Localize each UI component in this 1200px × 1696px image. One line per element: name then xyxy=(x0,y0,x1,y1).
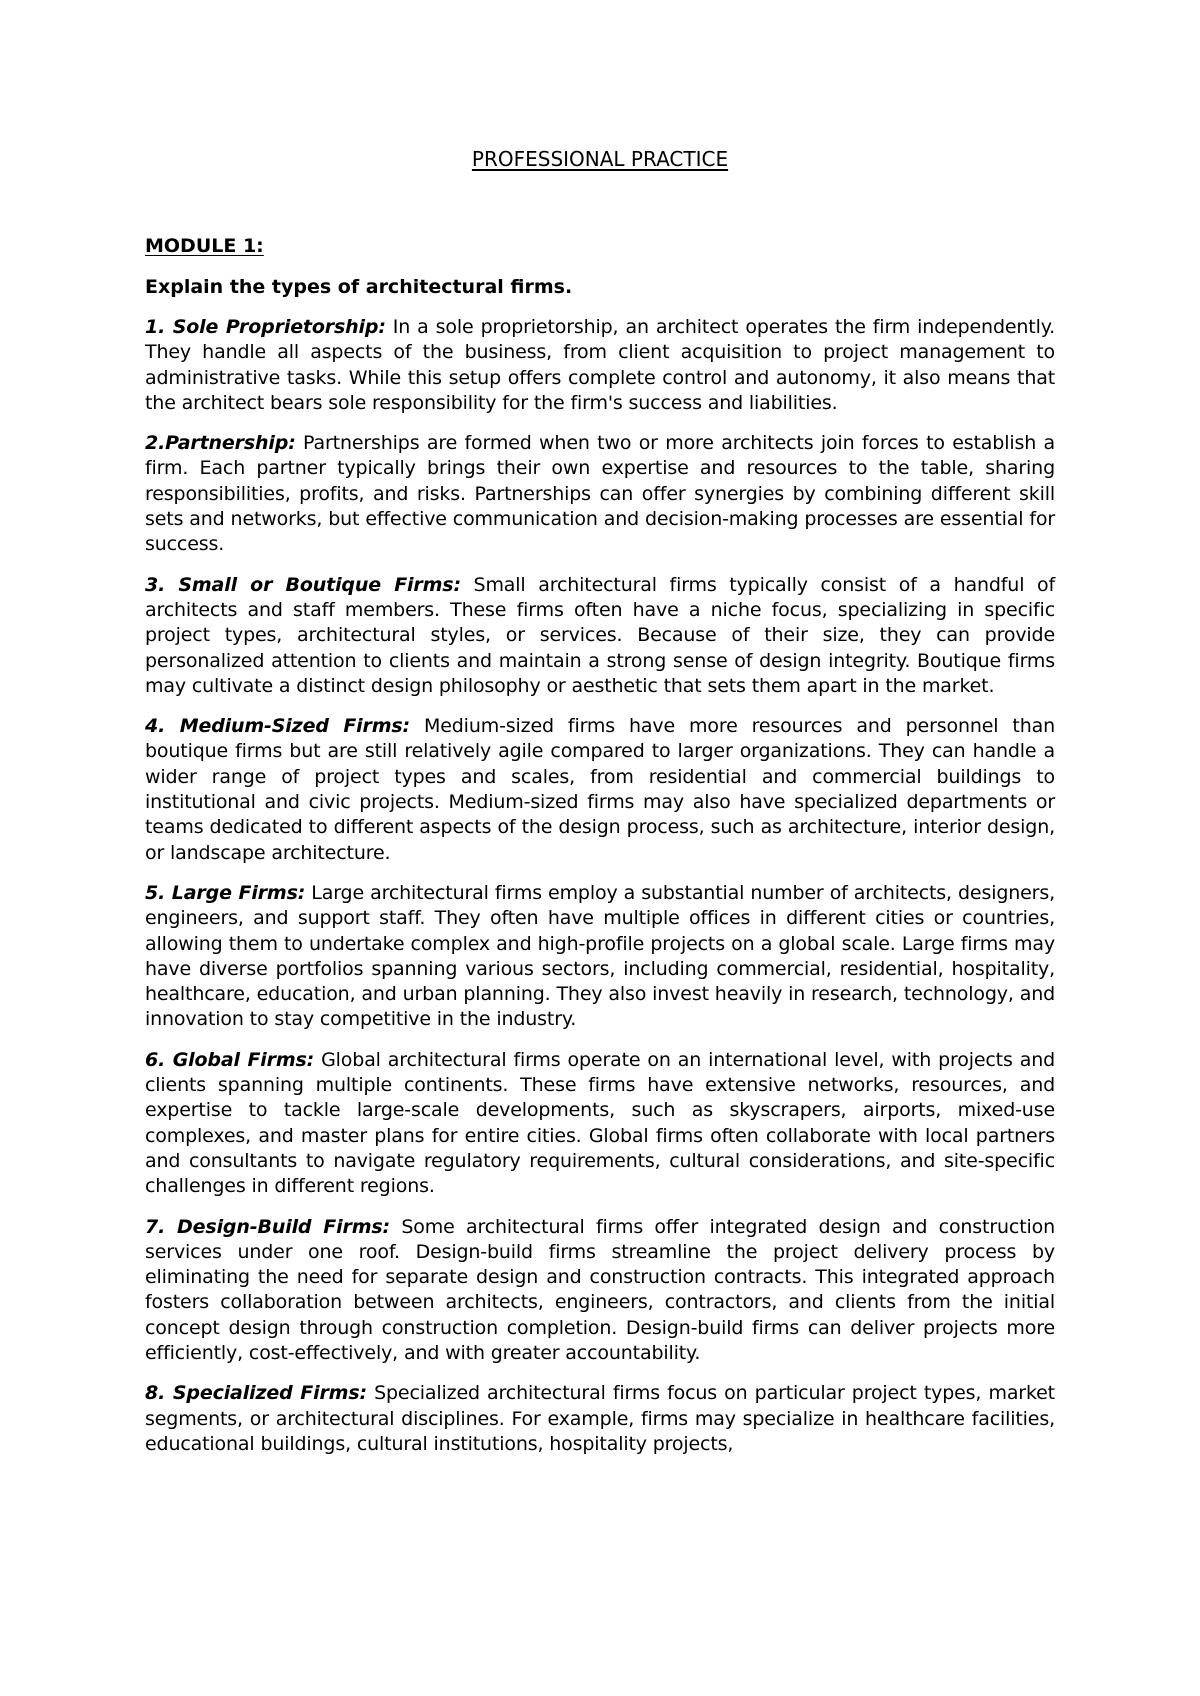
firm-type-label: 6. Global Firms: xyxy=(145,1048,315,1071)
firm-type-description: Large architectural firms employ a substantial number of architects, designers, engineers, and support staff. They often have multiple offices in different cities or countries, allowing them to undertake complex and high-profile projects on a global scale. Large firms may have diverse portfolios spanning various sectors, including commercial, residential, hospitality, healthcare, education, and urban planning. They also invest heavily in research, technology, and innovation to stay competitive in the industry. xyxy=(145,881,1055,1031)
firm-type-label: 5. Large Firms: xyxy=(145,881,306,904)
firm-type-paragraph-specialized xyxy=(145,1381,1055,1457)
module-heading: MODULE 1: xyxy=(145,235,264,257)
firm-type-paragraph-design-build xyxy=(145,1215,1055,1367)
firm-type-description: Partnerships are formed when two or more architects join forces to establish a firm. Each partner typically brings their own expertise and resources to the table, sharing responsibilities, profits, and risks. Partnerships can offer synergies by combining different skill sets and networks, but effective communication and decision-making processes are essential for success. xyxy=(145,432,1055,556)
document-title: PROFESSIONAL PRACTICE xyxy=(471,147,729,171)
firm-type-paragraph-global xyxy=(145,1048,1055,1200)
firm-type-description: Some architectural firms offer integrated design and construction services under one roof. Design-build firms streamline the project delivery process by eliminating the need for separate design and construction contracts. This integrated approach fosters collaboration between architects, engineers, contractors, and clients from the initial concept design through construction completion. Design-build firms can deliver projects more efficiently, cost-effectively, and with greater accountability. xyxy=(145,1215,1055,1364)
firm-type-paragraph-small-boutique xyxy=(145,573,1055,699)
firm-types-list xyxy=(145,315,1055,1472)
firm-type-label: 7. Design-Build Firms: xyxy=(145,1215,390,1238)
firm-type-description: Global architectural firms operate on an international level, with projects and clients spanning multiple continents. These firms have extensive networks, resources, and expertise to tackle large-scale developments, such as skyscrapers, airports, mixed-use complexes, and master plans for entire cities. Global firms often collaborate with local partners and consultants to navigate regulatory requirements, cultural considerations, and site-specific challenges in different regions. xyxy=(145,1048,1056,1198)
question-heading: Explain the types of architectural firms. xyxy=(145,276,573,298)
firm-type-description: Medium-sized firms have more resources and personnel than boutique firms but are still relatively agile compared to larger organizations. They can handle a wider range of project types and scales, from residential and commercial buildings to institutional and civic projects. Medium-sized firms may also have specialized departments or teams dedicated to different aspects of the design process, such as architecture, interior design, or landscape architecture. xyxy=(145,715,1055,864)
firm-type-label: 1. Sole Proprietorship: xyxy=(145,316,386,338)
firm-type-description: In a sole proprietorship, an architect operates the firm independently. They handle all aspects of the business, from client acquisition to project management to administrative tasks. While this setup offers complete control and autonomy, it also means that the architect bears sole responsibility for the firm's success and liabilities. xyxy=(145,316,1055,414)
firm-type-paragraph-large xyxy=(145,881,1055,1033)
firm-type-label: 3. Small or Boutique Firms: xyxy=(145,573,461,596)
firm-type-paragraph-sole-proprietorship xyxy=(145,315,1055,416)
firm-type-label: 8. Specialized Firms: xyxy=(145,1382,367,1405)
firm-type-paragraph-partnership xyxy=(145,431,1055,557)
firm-type-description: Specialized architectural firms focus on particular project types, market segments, or architectural disciplines. For example, firms may specialize in healthcare facilities, educational buildings, cultural institutions, hospitality projects, xyxy=(145,1382,1055,1455)
firm-type-paragraph-medium-sized xyxy=(145,714,1055,866)
firm-type-label: 2.Partnership: xyxy=(145,432,296,455)
firm-type-description: Small architectural firms typically consist of a handful of architects and staff members. These firms often have a niche focus, specializing in specific project types, architectural styles, or services. Because of their size, they can provide personalized attention to clients and maintain a strong sense of design integrity. Boutique firms may cultivate a distinct design philosophy or aesthetic that sets them apart in the market. xyxy=(145,573,1055,697)
firm-type-label: 4. Medium-Sized Firms: xyxy=(145,715,410,738)
